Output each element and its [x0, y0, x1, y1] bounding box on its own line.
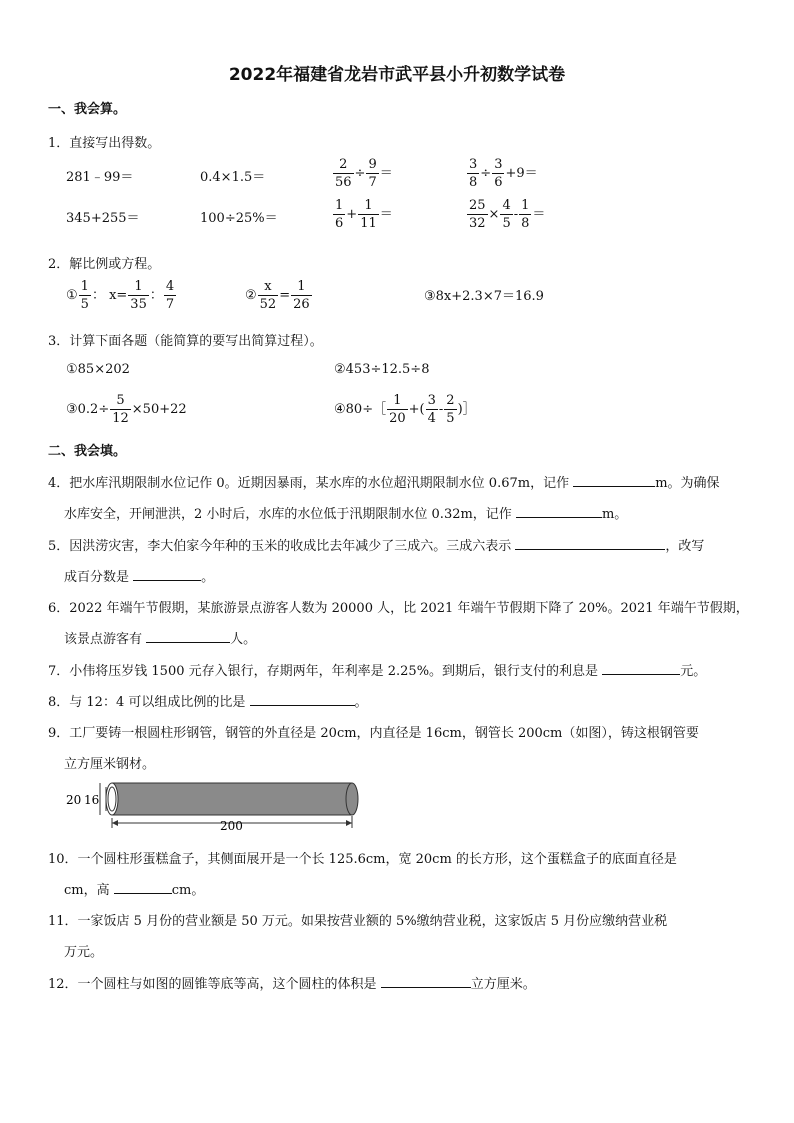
- question-6-line-1: 6．2022 年端午节假期，某旅游景点游客人数为 20000 人，比 2021 年端午节假期下降了 20%。2021 年端午节假期，: [48, 601, 749, 616]
- q3-item-3: ③0.2÷ $\frac{5}{12}$ ×50+22: [66, 393, 187, 426]
- q3-item-2: ②453÷12.5÷8: [334, 362, 430, 377]
- question-8: 8．与 12：4 可以组成比例的比是 。: [48, 691, 368, 710]
- length-label: 200: [220, 819, 243, 833]
- question-3-label: 3．计算下面各题（能简算的要写出简算过程）。: [48, 334, 323, 349]
- pipe-end-inner: [108, 787, 116, 811]
- q1-expr-7: $\frac{1}{6}$ + $\frac{1}{11}$ ＝: [335, 198, 393, 231]
- q2-equation-3: ③8x+2.3×7＝16.9: [424, 289, 544, 304]
- question-5-line-2: 成百分数是 。: [64, 566, 214, 585]
- answer-blank[interactable]: [114, 880, 172, 894]
- question-9-line-2: 立方厘米钢材。: [64, 757, 156, 772]
- question-6-line-2: 该景点游客有 人。: [64, 628, 256, 647]
- q2-proportion-2: ② $\frac{x}{52}$ = $\frac{1}{26}$: [245, 279, 310, 312]
- question-10-line-2: cm，高 cm。: [64, 879, 204, 898]
- q1-expr-2: 0.4×1.5＝: [200, 170, 266, 185]
- q1-expr-1: 281﹣99＝: [66, 170, 134, 185]
- question-11-line-1: 11．一家饭店 5 月份的营业额是 50 万元。如果按营业额的 5%缴纳营业税，这家饭店 5 月份应缴纳营业税: [48, 914, 668, 929]
- question-4-line-1: 4．把水库汛期限制水位记作 0。近期因暴雨，某水库的水位超汛期限制水位 0.67m，记作 m。为确保: [48, 472, 720, 491]
- question-1-label: 1．直接写出得数。: [48, 136, 161, 151]
- q1-expr-4: $\frac{3}{8}$ ÷ $\frac{3}{6}$ +9＝: [469, 157, 538, 190]
- question-11-line-2: 万元。: [64, 945, 104, 960]
- section-heading-calculate: 一、我会算。: [48, 102, 127, 117]
- q3-item-4: ④80÷［ $\frac{1}{20}$ +( $\frac{3}{4}$ - $\frac{2}{5}$ )］: [334, 393, 476, 426]
- answer-blank[interactable]: [516, 504, 602, 518]
- question-5-line-1: 5．因洪涝灾害，李大伯家今年种的玉米的收成比去年减少了三成六。三成六表示 ，改写: [48, 535, 704, 554]
- outer-diameter-label: 20: [66, 793, 82, 807]
- q1-expr-5: 345+255＝: [66, 211, 140, 226]
- steel-pipe-figure: [62, 778, 372, 834]
- answer-blank[interactable]: [602, 661, 680, 675]
- q1-expr-6: 100÷25%＝: [200, 211, 278, 226]
- answer-blank[interactable]: [133, 567, 201, 581]
- answer-blank[interactable]: [515, 536, 665, 550]
- section-heading-fill: 二、我会填。: [48, 444, 127, 459]
- question-12: 12．一个圆柱与如图的圆锥等底等高，这个圆柱的体积是 立方厘米。: [48, 973, 536, 992]
- question-9-line-1: 9．工厂要铸一根圆柱形钢管，钢管的外直径是 20cm，内直径是 16cm，钢管长 200cm（如图），铸这根钢管要: [48, 726, 699, 741]
- question-2-label: 2．解比例或方程。: [48, 257, 161, 272]
- answer-blank[interactable]: [573, 473, 655, 487]
- answer-blank[interactable]: [146, 629, 230, 643]
- pipe-end-right: [346, 783, 358, 815]
- question-7: 7．小伟将压岁钱 1500 元存入银行，存期两年，年利率是 2.25%。到期后，银行支付的利息是 元。: [48, 660, 706, 679]
- q1-expr-8: $\frac{25}{32}$ × $\frac{4}{5}$ - $\frac{1}{8}$ ＝: [469, 198, 546, 231]
- q3-item-1: ①85×202: [66, 362, 130, 377]
- question-10-line-1: 10．一个圆柱形蛋糕盒子，其侧面展开是一个长 125.6cm，宽 20cm 的长方形，这个蛋糕盒子的底面直径是: [48, 852, 677, 867]
- inner-diameter-label: 16: [84, 793, 100, 807]
- answer-blank[interactable]: [381, 974, 471, 988]
- pipe-body: [112, 783, 352, 815]
- answer-blank[interactable]: [250, 692, 355, 706]
- q1-expr-3: $\frac{2}{56}$ ÷ $\frac{9}{7}$ ＝: [335, 157, 393, 190]
- page-title: 2022年福建省龙岩市武平县小升初数学试卷: [228, 65, 566, 85]
- question-4-line-2: 水库安全，开闸泄洪，2 小时后，水库的水位低于汛期限制水位 0.32m，记作 m。: [64, 503, 627, 522]
- q2-proportion-1: ① $\frac{1}{5}$ ： x= $\frac{1}{35}$ ： $\frac{4}{7}$: [66, 279, 175, 312]
